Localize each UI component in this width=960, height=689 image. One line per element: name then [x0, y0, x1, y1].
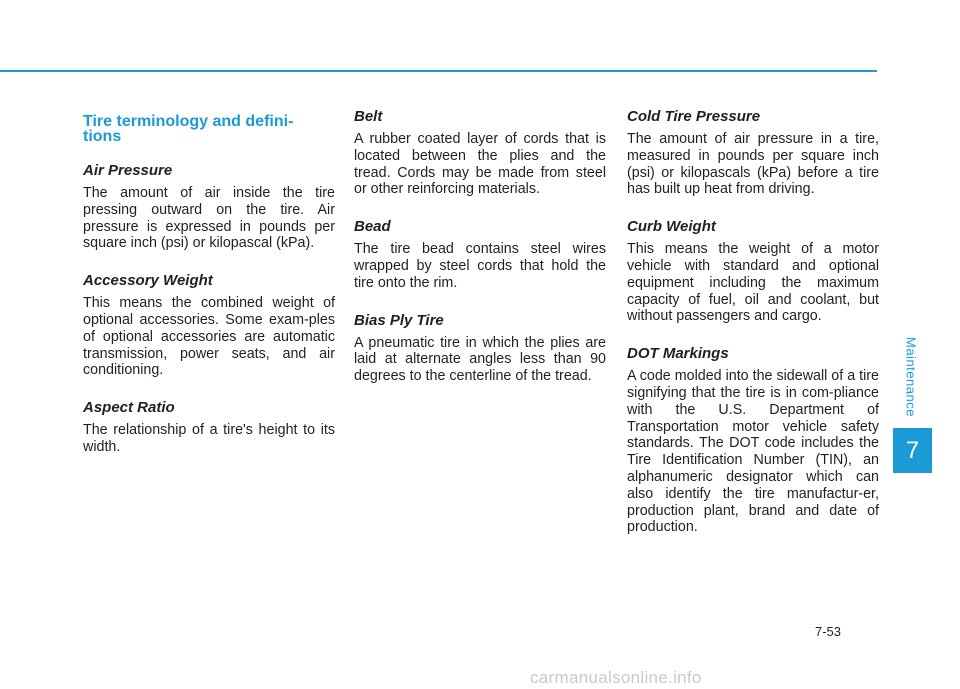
term-entry	[627, 218, 879, 325]
column-2	[354, 108, 606, 405]
term-entry	[354, 108, 606, 198]
term-definition: The relationship of a tire's height to its width.	[83, 422, 335, 455]
term-definition: A pneumatic tire in which the plies are laid at alternate angles less than 90 degrees to the centerline of the tread.	[354, 334, 606, 385]
term-definition: A code molded into the sidewall of a tire signifying that the tire is in com-pliance with the U.S. Department of Transportation motor vehicle safety standards. The DOT code includes the Tire Identification Number (TIN), an alphanumeric designator which can also identify the tire manufactur-er, production plant, brand and date of production.	[627, 368, 879, 536]
chapter-tab-number: 7	[893, 428, 932, 473]
term-definition: A rubber coated layer of cords that is located between the plies and the tread. Cords may be made from steel or other reinforcing materials.	[354, 131, 606, 198]
term-heading: Cold Tire Pressure	[627, 108, 761, 125]
term-heading: Accessory Weight	[83, 272, 213, 290]
section-title	[83, 114, 335, 144]
term-entry	[83, 399, 335, 456]
term-entry	[354, 312, 606, 385]
term-definition: This means the weight of a motor vehicle with standard and optional equipment including the maximum capacity of fuel, oil and coolant, but without passengers and cargo.	[627, 241, 879, 325]
term-definition: The amount of air pressure in a tire, measured in pounds per square inch (psi) or kilopascals (kPa) before a tire has built up heat from driving.	[627, 131, 879, 198]
watermark: carmanualsonline.info	[530, 668, 702, 687]
header-rule	[0, 70, 877, 72]
section-title-line-1: Tire terminology and defini-	[83, 113, 294, 130]
column-1	[83, 108, 335, 476]
column-3	[627, 108, 879, 556]
term-heading: Aspect Ratio	[83, 399, 175, 417]
term-entry	[83, 162, 335, 252]
term-entry	[354, 218, 606, 291]
term-definition: This means the combined weight of optional accessories. Some exam-ples of optional accessories are automatic transmission, power seats, and air conditioning.	[83, 295, 335, 379]
term-entry	[627, 345, 879, 536]
term-entry	[627, 108, 879, 198]
term-heading: Bead	[354, 218, 391, 236]
page-number: 7-53	[815, 624, 842, 639]
term-definition: The amount of air inside the tire pressing outward on the tire. Air pressure is expressed in pounds per square inch (psi) or kilopascal (kPa).	[83, 185, 335, 252]
term-heading: Bias Ply Tire	[354, 311, 444, 329]
term-heading: Curb Weight	[627, 218, 716, 236]
term-heading: Air Pressure	[83, 162, 173, 179]
term-entry	[83, 272, 335, 379]
chapter-tab-label: Maintenance	[903, 337, 919, 417]
term-definition: The tire bead contains steel wires wrapped by steel cords that hold the tire onto the rim.	[354, 241, 606, 291]
term-heading: Belt	[354, 108, 383, 125]
term-heading: DOT Markings	[627, 345, 729, 363]
section-title-line-2: tions	[83, 128, 122, 145]
